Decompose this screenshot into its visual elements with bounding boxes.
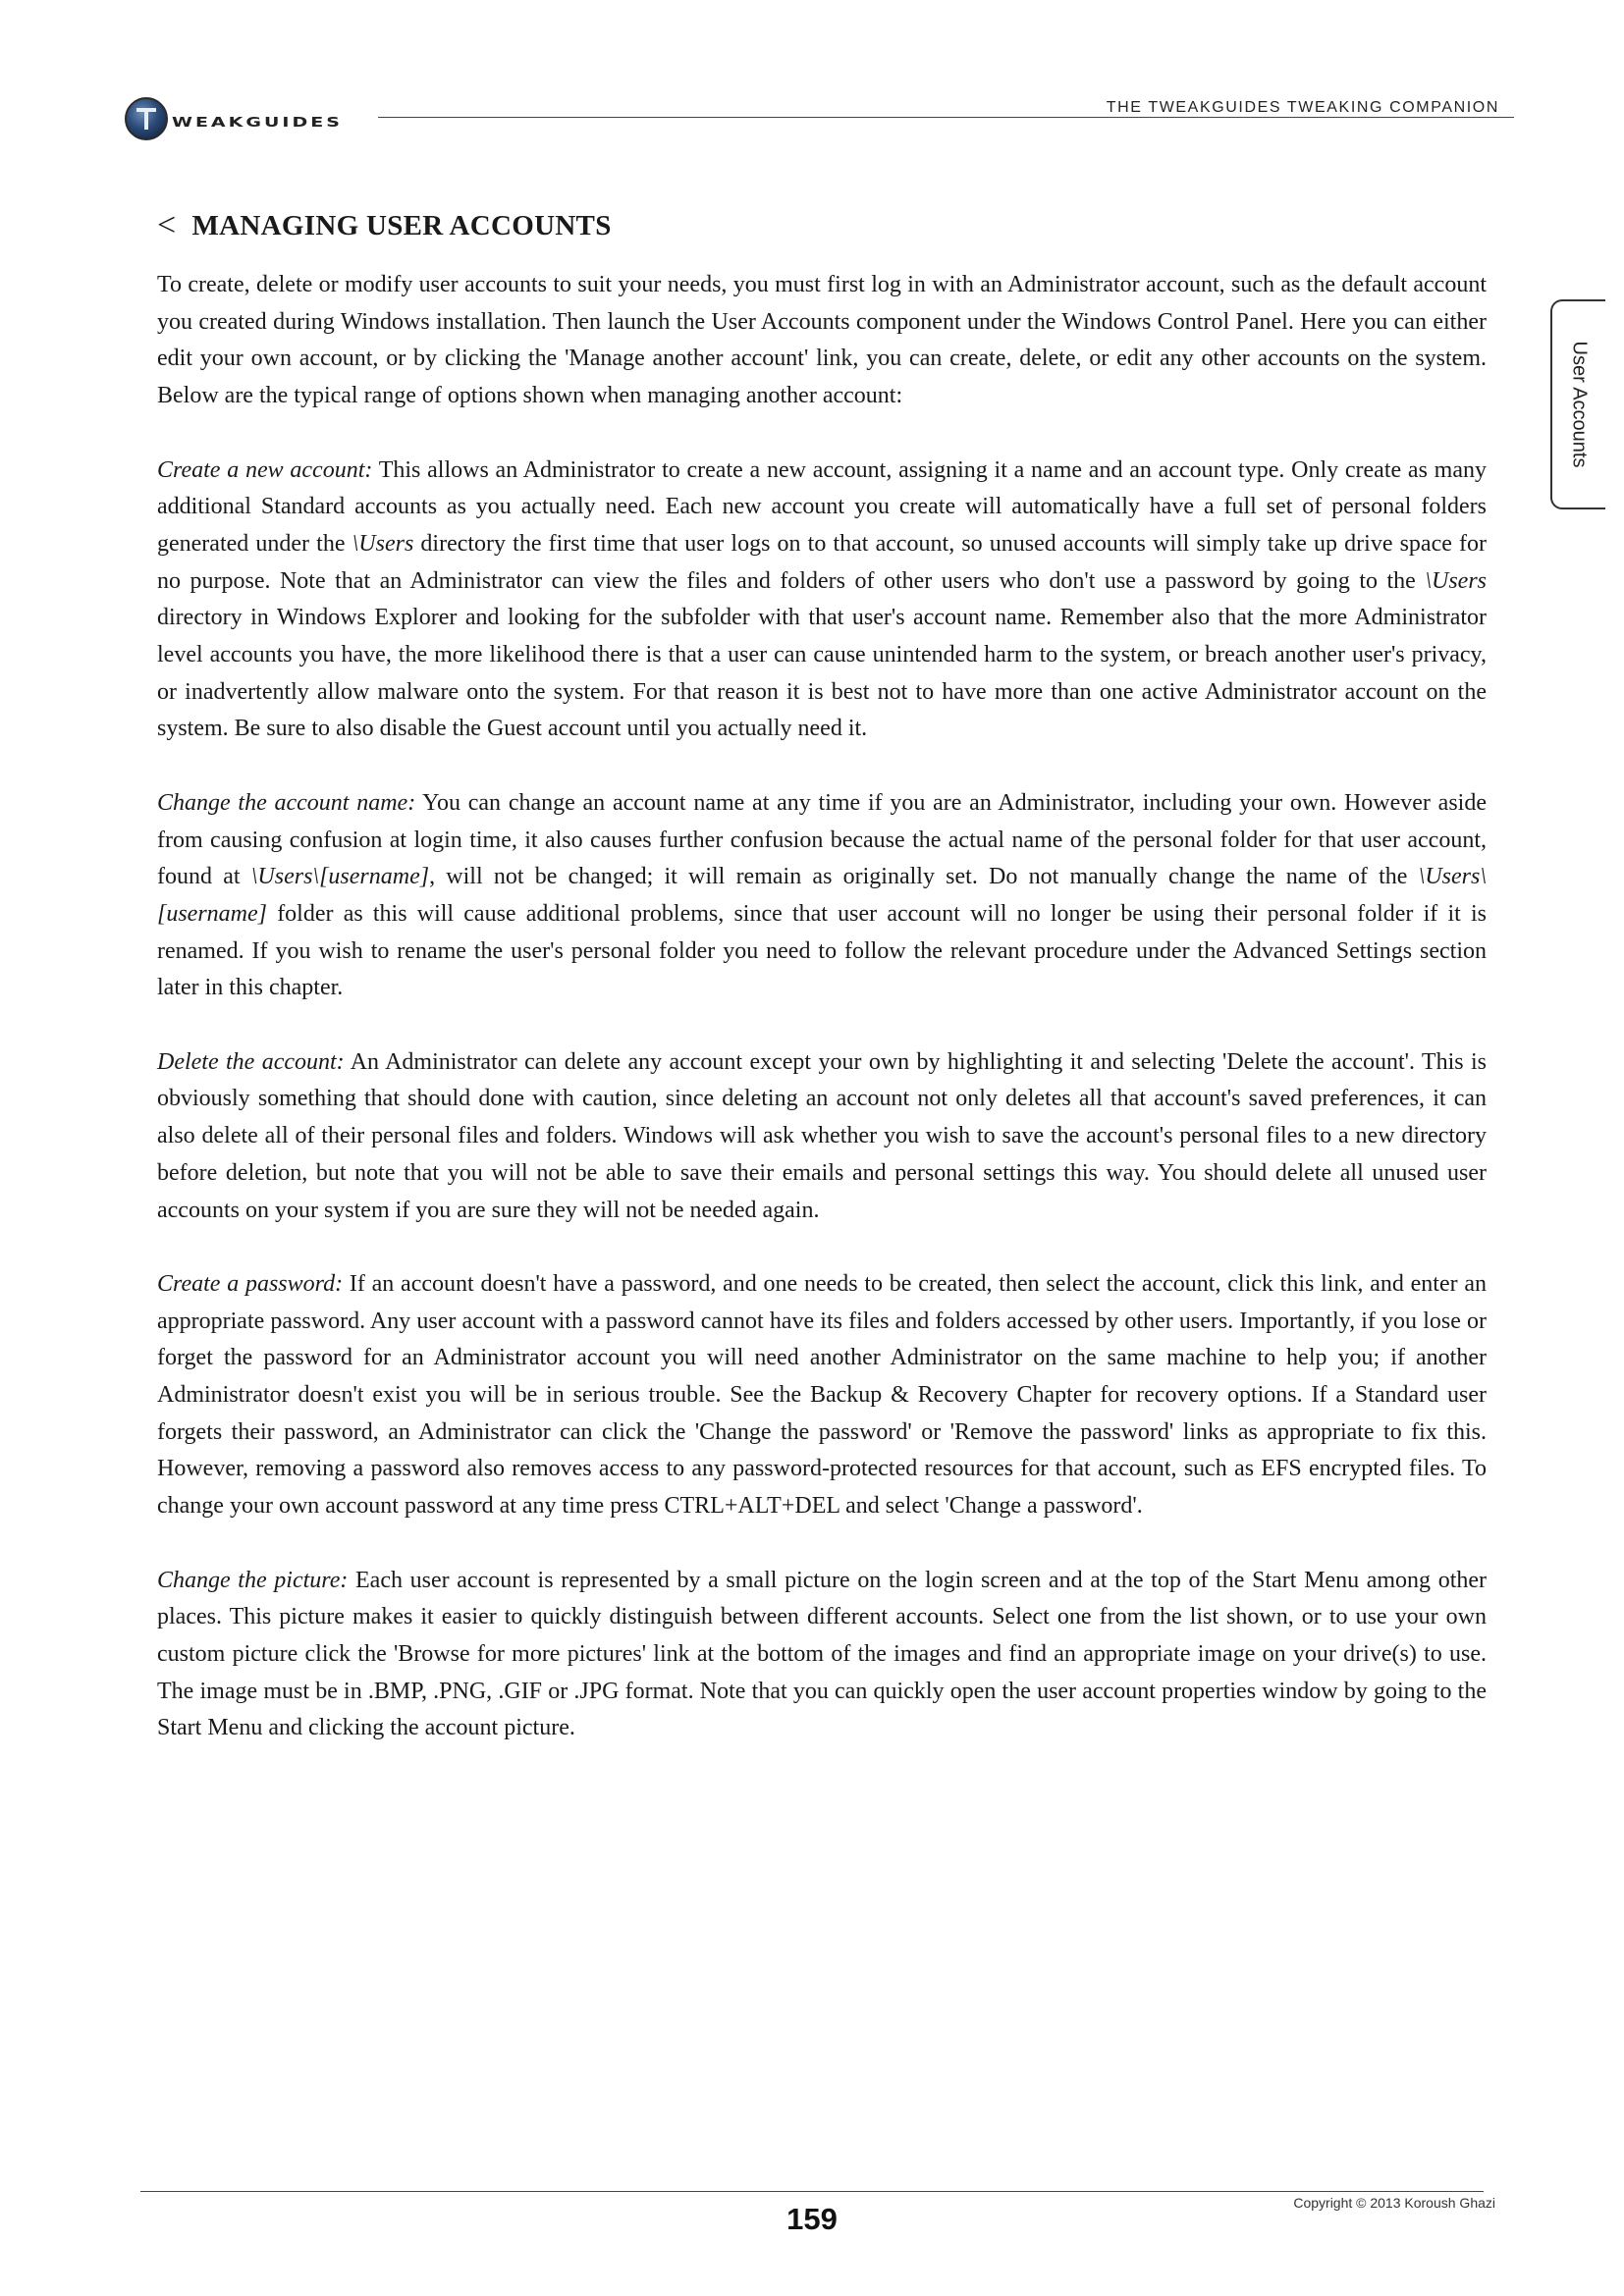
side-tab-label: User Accounts [1568,341,1591,468]
section-title: MANAGING USER ACCOUNTS [191,209,612,241]
paragraph-lead: Create a password: [157,1270,344,1297]
logo-text: WEAKGUIDES [172,115,343,131]
footer-divider [140,2191,1484,2192]
paragraph-lead: Change the picture: [157,1567,349,1593]
paragraph-text: You can change an account name at any time if you are an Administrator, including your own. However aside from causing confusion at login time, it also causes further confusion because the actual name of the personal folder for that user account, found at [157,789,1487,890]
paragraph-text: directory in Windows Explorer and looking for the subfolder with that user's account name. Remember also that the more Administrator level accounts you have, the more likelihood there is that a user can cause unintended harm to the system, or breach another user's privacy, or inadvertently allow malware onto the system. For that reason it is best not to have more than one active Administrator account on the system. Be sure to also disable the Guest account until you actually need it. [157,605,1487,742]
paragraph-lead: Delete the account: [157,1048,345,1075]
paragraph [157,453,1487,749]
paragraph-text: This allows an Administrator to create a new account, assigning it a name and an account type. Only create as many additional Standard accounts as you actually need. Each new account you create will automatically have a full set of personal folders generated under the [157,456,1487,557]
paragraph-text: An Administrator can delete any account except your own by highlighting it and selecting 'Delete the account'. This is obviously something that should done with caution, since deleting an account not only deletes all that account's saved preferences, it can also delete all of their personal files and folders. Windows will ask whether you wish to save the account's personal files to a new directory before deletion, but note that you will not be able to save their emails and personal settings this way. You should delete all unused user accounts on your system if you are sure they will not be needed again. [157,1048,1487,1223]
paragraph-text: folder as this will cause additional problems, since that user account will no longer be using their personal folder if it is renamed. If you wish to rename the user's personal folder you need to follow the relevant procedure under the Advanced Settings section later in this chapter. [157,900,1487,1001]
paragraph-text: To create, delete or modify user accounts to suit your needs, you must first log in with an Administrator account, such as the default account you created during Windows installation. Then launch the User Accounts component under the Windows Control Panel. Here you can either edit your own account, or by clicking the 'Manage another account' link, you can create, delete, or edit any other accounts on the system. Below are the typical range of options shown when managing another account: [157,272,1487,409]
heading-arrow-icon: < [157,207,177,243]
side-tab-user-accounts [1550,299,1605,509]
header-title: THE TWEAKGUIDES TWEAKING COMPANION [1106,99,1499,116]
paragraph-text: , will not be changed; it will remain as originally set. Do not manually change the name of the [429,864,1419,890]
copyright-notice: Copyright © 2013 Koroush Ghazi [1293,2195,1495,2211]
paragraph [157,267,1487,415]
path-text: \Users [352,530,414,557]
header-divider [378,117,1514,118]
paragraph-text: If an account doesn't have a password, and one needs to be created, then select the account, click this link, and enter an appropriate password. Any user account with a password cannot have its files and folders accessed by other users. Importantly, if you lose or forget the password for an Administrator account you will need another Administrator on the same machine to help you; if another Administrator doesn't exist you will be in serious trouble. See the Backup & Recovery Chapter for recovery options. If a Standard user forgets their password, an Administrator can click the 'Change the password' or 'Remove the password' links as appropriate to fix this. However, removing a password also removes access to any password-protected resources for that account, such as EFS encrypted files. To change your own account password at any time press CTRL+ALT+DEL and select 'Change a password'. [157,1270,1488,1520]
path-text: \Users\[username] [250,864,430,890]
path-text: \Users [1425,567,1487,594]
paragraph [157,1044,1487,1230]
paragraph-lead: Create a new account: [157,456,373,483]
path-text: \Users\[username] [157,864,1487,927]
paragraph-lead: Change the account name: [157,789,416,816]
paragraph [157,1266,1487,1525]
body-text [157,267,1487,1785]
section-heading [157,209,612,242]
tweakguides-logo [125,94,343,143]
paragraph-text: directory the first time that user logs on to that account, so unused accounts will simply take up drive space for no purpose. Note that an Administrator can view the files and folders of other users who don't use a password by going to the [157,530,1488,594]
paragraph [157,1563,1487,1748]
page-number: 159 [786,2202,838,2236]
logo-emblem-icon [125,97,168,140]
paragraph [157,785,1487,1007]
paragraph-text: Each user account is represented by a small picture on the login screen and at the top of the Start Menu among other places. This picture makes it easier to quickly distinguish between different accounts. Select one from the list shown, or to use your own custom picture click the 'Browse for more pictures' link at the bottom of the images and find an appropriate image on your drive(s) to use. The image must be in .BMP, .PNG, .GIF or .JPG format. Note that you can quickly open the user account properties window by going to the Start Menu and clicking the account picture. [157,1567,1488,1741]
